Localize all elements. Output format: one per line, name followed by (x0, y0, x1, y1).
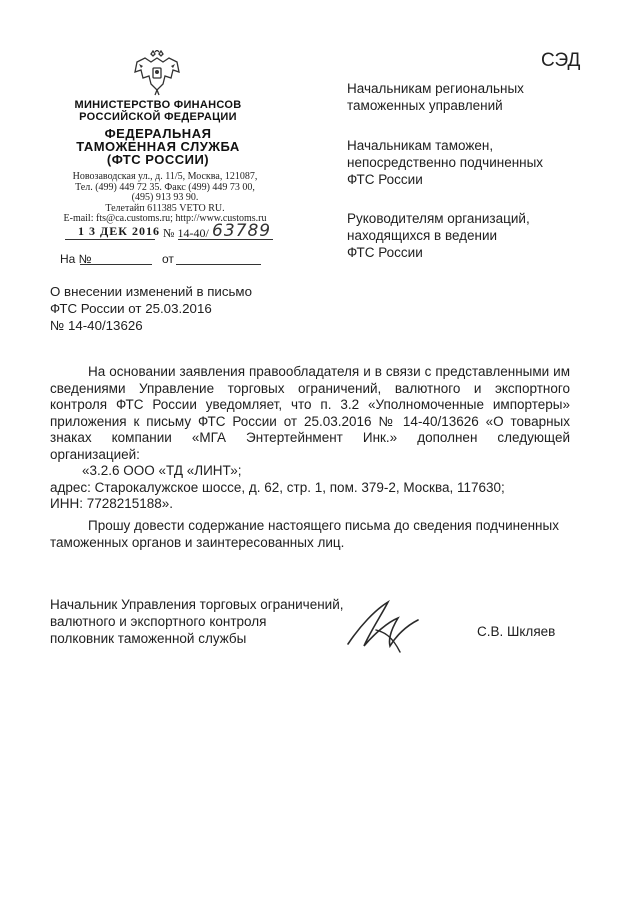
body-paragraph-2 (50, 518, 570, 551)
body-line: На основании заявления правообладателя и в связи с представленными им (88, 364, 570, 379)
body-line: таможенных органов и заинтересованных лиц. (50, 534, 345, 550)
recipient-line: таможенных управлений (347, 98, 503, 113)
body-line: Прошу довести содержание настоящего письма до сведения подчиненных (88, 518, 559, 533)
service-line: ТАМОЖЕННАЯ СЛУЖБА (76, 139, 240, 154)
service-line: (ФТС РОССИИ) (106, 152, 210, 167)
entry-address: адрес: Старокалужское шоссе, д. 62, стр. 1, пом. 379-2, Москва, 117630; (50, 479, 505, 495)
body-line: приложения к письму ФТС России от 25.03.2016 № 14-40/13626 «О товарных (50, 413, 570, 429)
recipient-line: Начальникам региональных (347, 81, 524, 96)
recipient-line: Начальникам таможен, (347, 138, 494, 153)
recipient-line: ФТС России (347, 245, 423, 260)
address-block (55, 172, 275, 225)
reference-date-line (176, 264, 261, 265)
ministry-header (68, 99, 248, 123)
entry-inn: ИНН: 7728215188». (50, 496, 174, 511)
coat-of-arms-icon (131, 50, 183, 96)
recipient-group (347, 137, 543, 188)
document-mark: СЭД (541, 50, 581, 71)
recipient-line: Руководителям организаций, (347, 211, 530, 226)
reference-number-label: На № (60, 252, 92, 266)
recipient-group (347, 80, 524, 114)
address-line: Телетайп 611385 VETO RU. (105, 202, 225, 214)
body-line: контроля ФТС России уведомляет, что п. 3.2 «Уполномоченные импортеры» (50, 397, 570, 412)
registration-number: 63789 (212, 221, 272, 241)
position-line: Начальник Управления торговых ограничений, (50, 597, 344, 612)
handwritten-signature (340, 596, 425, 658)
service-line: ФЕДЕРАЛЬНАЯ (104, 126, 212, 141)
ministry-line: РОССИЙСКОЙ ФЕДЕРАЦИИ (79, 111, 237, 123)
date-underline (65, 239, 155, 240)
body-paragraph-1 (50, 364, 570, 513)
subject (50, 283, 252, 334)
address-line: (495) 913 93 90. (131, 192, 199, 203)
body-line: организацией: (50, 446, 140, 462)
position-line: валютного и экспортного контроля (50, 614, 267, 629)
address-line: Тел. (499) 449 72 35. Факс (499) 449 73 00, (75, 181, 255, 193)
recipient-line: непосредственно подчиненных (347, 155, 544, 170)
service-header (68, 127, 248, 166)
reference-date-label: от (162, 252, 174, 266)
number-underline (178, 239, 273, 240)
subject-line: ФТС России от 25.03.2016 (50, 301, 212, 316)
registration-number-label: № 14-40/ (163, 226, 209, 240)
address-line: Новозаводская ул., д. 11/5, Москва, 121087, (72, 171, 258, 182)
body-line: знаках компании «МГА Энтертейнмент Инк.» дополнен следующей (50, 430, 570, 445)
recipient-line: находящихся в ведении (347, 228, 498, 243)
registration-date: 1 3 ДЕК 2016 (78, 224, 160, 238)
ministry-line: МИНИСТЕРСТВО ФИНАНСОВ (74, 99, 242, 111)
recipient-line: ФТС России (347, 172, 423, 187)
address-line: E-mail: fts@ca.customs.ru; http://www.customs.ru (63, 213, 267, 224)
subject-line: О внесении изменений в письмо (50, 284, 252, 299)
recipient-group (347, 210, 530, 261)
signatory-name: С.В. Шкляев (477, 624, 556, 639)
signatory-position (50, 596, 344, 647)
position-line: полковник таможенной службы (50, 631, 247, 646)
reference-number-line (80, 264, 152, 265)
body-line: сведениями Управление торговых ограничений, валютного и экспортного (50, 380, 570, 396)
entry-name: «3.2.6 ООО «ТД «ЛИНТ»; (82, 463, 242, 478)
subject-line: № 14-40/13626 (50, 318, 143, 333)
